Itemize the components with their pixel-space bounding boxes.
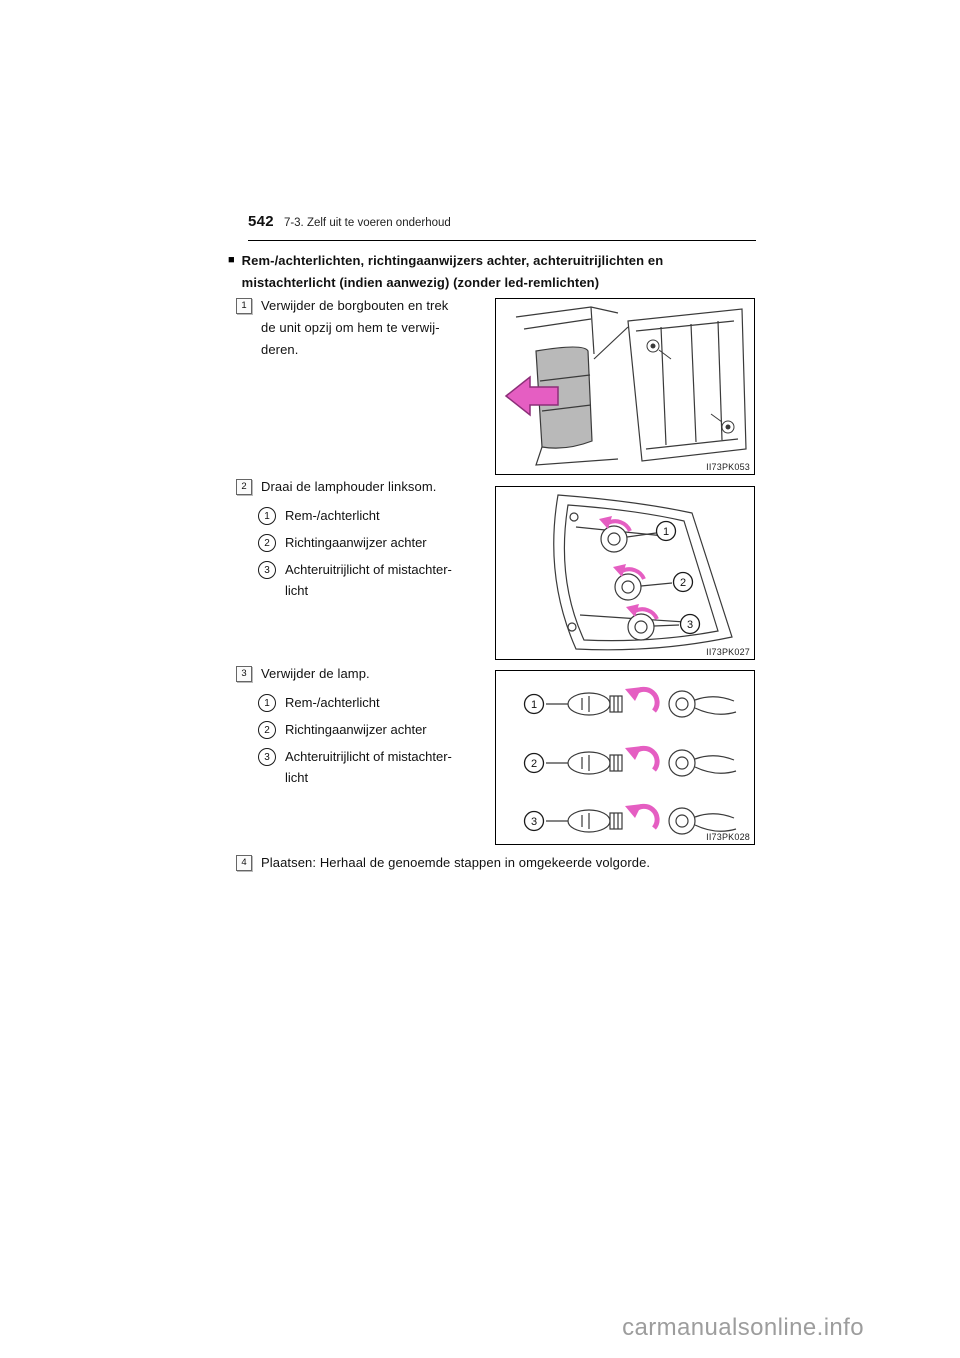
step-1 [236,295,494,361]
step-3-legend [258,692,494,788]
legend-item-text: licht [285,770,309,785]
fig2-callout-3: 3 [686,619,694,631]
step-3 [236,663,494,794]
chapter-header: 7-3. Zelf uit te voeren onderhoud [283,217,451,229]
callout-1: 1 [258,507,276,525]
callout-3: 3 [258,561,276,579]
legend-item [258,746,494,788]
bulb-row-1 [546,687,736,717]
step-2-legend [258,505,494,601]
legend-item-text: Achteruitrijlicht of mistachter- [285,749,452,764]
legend-item-text: Rem-/achterlicht [285,695,380,710]
square-bullet-icon: ■ [228,254,235,266]
step-1-line2: de unit opzij om hem te verwij- [261,320,440,335]
legend-item-text: Richtingaanwijzer achter [285,722,427,737]
legend-item-text: Achteruitrijlicht of mistachter- [285,562,452,577]
legend-item-text: licht [285,583,309,598]
header-rule [248,240,756,241]
page-number: 542 [248,213,274,230]
legend-item-text: Richtingaanwijzer achter [285,535,427,550]
fig3-callout-3: 3 [530,816,538,828]
legend-item [258,532,494,553]
step-4-number: 4 [236,855,252,871]
section-title [242,250,664,293]
fig2-illustration [496,487,754,659]
step-4-title: Plaatsen: Herhaal de genoemde stappen in omgekeerde volgorde. [261,855,651,870]
fig2-callout-1: 1 [662,526,670,538]
step-2-number: 2 [236,479,252,495]
fig3-illustration [496,671,754,844]
detail-panel [628,309,746,461]
figure-lamp-holders [495,486,755,660]
figure-callouts [657,522,700,634]
step-2 [236,476,494,607]
figure-code: II73PK027 [706,647,750,657]
bulb-row-3 [546,804,736,834]
step-1-text [261,295,448,361]
fig3-callout-2: 2 [530,758,538,770]
figure-code: II73PK053 [706,462,750,472]
legend-item [258,692,494,713]
legend-item-text: Rem-/achterlicht [285,508,380,523]
figure-code: II73PK028 [706,832,750,842]
fig1-illustration [496,299,754,474]
step-3-number: 3 [236,666,252,682]
step-4 [236,852,756,874]
step-2-title: Draai de lamphouder linksom. [261,479,437,494]
step-1-line3: deren. [261,342,299,357]
section-heading [228,250,762,293]
watermark: carmanualsonline.info [622,1314,864,1341]
step-1-line1: Verwijder de borgbouten en trek [261,298,449,313]
lamp-socket-3 [628,614,679,640]
fig3-callout-1: 1 [530,699,538,711]
section-title-line2: mistachterlicht (indien aanwezig) (zonder led-remlichten) [241,274,600,290]
callout-3: 3 [258,748,276,766]
legend-item [258,505,494,526]
callout-1: 1 [258,694,276,712]
figure-bulbs [495,670,755,845]
legend-item [258,719,494,740]
callout-2: 2 [258,534,276,552]
section-title-line1: Rem-/achterlichten, richtingaanwijzers achter, achteruitrijlichten en [241,253,664,268]
figure-remove-unit [495,298,755,475]
step-1-number: 1 [236,298,252,314]
legend-item [258,559,494,601]
step-3-title: Verwijder de lamp. [261,666,370,681]
figure-callouts [525,695,544,831]
bulb-row-2 [546,746,736,776]
callout-2: 2 [258,721,276,739]
fig2-callout-2: 2 [679,577,687,589]
page-header [248,213,451,230]
